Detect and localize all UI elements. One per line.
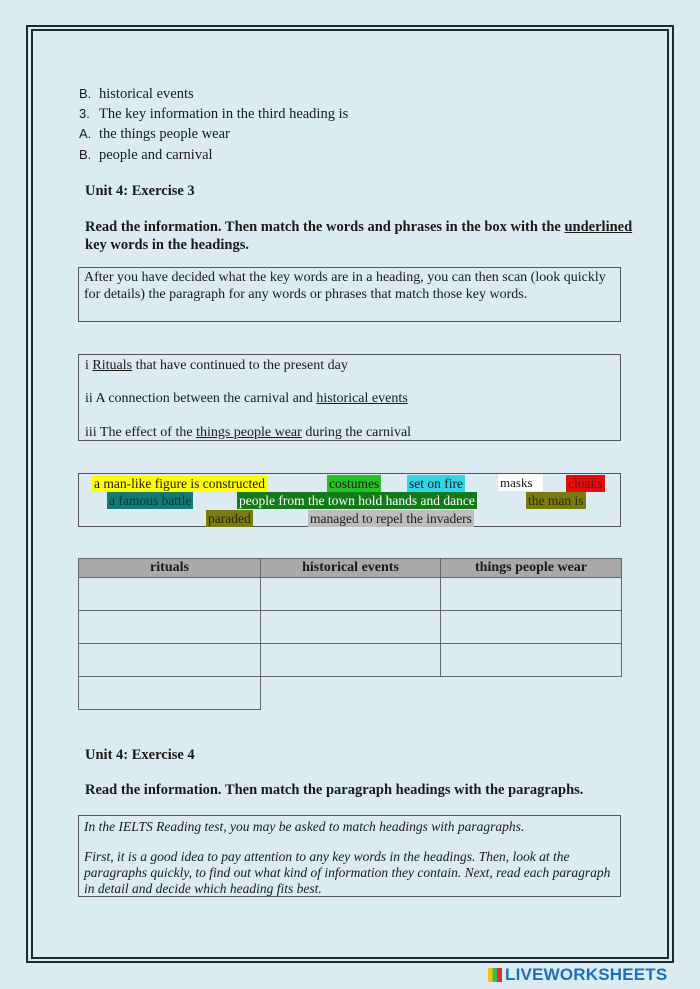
- column-header: things people wear: [441, 559, 622, 578]
- column-header: historical events: [261, 559, 441, 578]
- liveworksheets-logo: LIVEWORKSHEETS: [488, 965, 667, 985]
- word-chip[interactable]: managed to repel the invaders: [310, 511, 472, 526]
- logo-icon: [488, 968, 502, 982]
- list-item: A. the things people wear: [79, 126, 230, 142]
- word-chip[interactable]: the man is: [528, 493, 584, 508]
- drop-cell[interactable]: [79, 677, 261, 710]
- exercise4-info-box: In the IELTS Reading test, you may be asked to match headings with paragraphs. First, it is a good idea to pay attention to any key words in the headings. Then, look at the paragraphs quickly, to find out what kind of information they contain. Next, read each paragraph in detail and decide which heading fits best.: [78, 815, 621, 897]
- exercise3-instruction: Read the information. Then match the words and phrases in the box with the underlined key words in the headings.: [85, 219, 633, 253]
- word-chip[interactable]: a man-like figure is constructed: [94, 476, 265, 491]
- info-box: After you have decided what the key words are in a heading, you can then scan (look quickly for details) the paragraph for any words or phrases that match those key words.: [78, 267, 621, 322]
- word-chip[interactable]: people from the town hold hands and dance: [239, 493, 475, 508]
- word-chip[interactable]: masks: [498, 474, 543, 491]
- drop-cell[interactable]: [261, 644, 441, 677]
- drop-cell[interactable]: [79, 611, 261, 644]
- drop-cell[interactable]: [261, 611, 441, 644]
- drop-cell[interactable]: [441, 644, 622, 677]
- empty-space: [441, 677, 622, 710]
- word-chip[interactable]: a famous battle: [109, 493, 192, 508]
- drop-cell[interactable]: [441, 578, 622, 611]
- exercise4-title: Unit 4: Exercise 4: [85, 747, 195, 763]
- headings-box: [78, 354, 621, 441]
- empty-space: [261, 677, 441, 710]
- exercise4-instruction: Read the information. Then match the paragraph headings with the paragraphs.: [85, 782, 584, 798]
- drop-cell[interactable]: [261, 578, 441, 611]
- word-chip[interactable]: paraded: [208, 511, 251, 526]
- word-box: [78, 473, 621, 527]
- word-chip[interactable]: cloaks: [568, 476, 603, 491]
- list-item: B. people and carnival: [79, 147, 213, 163]
- list-item: B. historical events: [79, 86, 194, 102]
- word-chip[interactable]: set on fire: [409, 476, 463, 491]
- matching-table: [78, 558, 622, 710]
- heading-item: ii A connection between the carnival and historical events: [85, 391, 408, 406]
- exercise3-title: Unit 4: Exercise 3: [85, 183, 195, 199]
- drop-cell[interactable]: [441, 611, 622, 644]
- word-chip[interactable]: costumes: [329, 476, 380, 491]
- list-item: 3. The key information in the third heading is: [79, 106, 349, 122]
- heading-item: i Rituals that have continued to the present day: [85, 358, 348, 373]
- column-header: rituals: [79, 559, 261, 578]
- heading-item: iii The effect of the things people wear during the carnival: [85, 425, 412, 440]
- drop-cell[interactable]: [79, 578, 261, 611]
- drop-cell[interactable]: [79, 644, 261, 677]
